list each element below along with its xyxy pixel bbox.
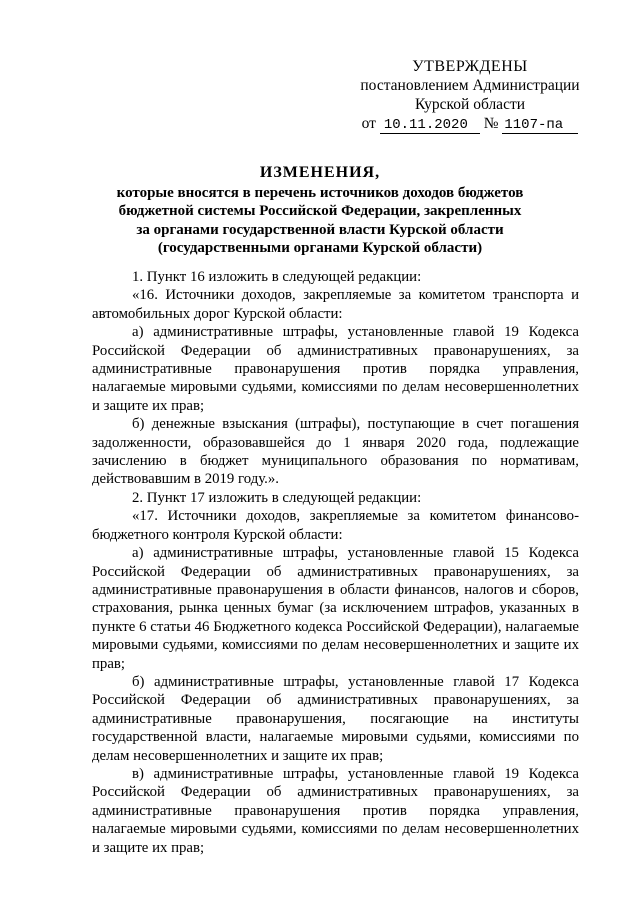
document-heading: [95, 164, 545, 258]
approval-stamp: [350, 57, 590, 134]
heading-line-4: (государственными органами Курской области): [157, 240, 483, 256]
approval-number-line: [350, 114, 590, 134]
approval-number: 1107-па: [502, 118, 578, 134]
paragraph: б) денежные взыскания (штрафы), поступающие в счет погашения задолженности, образовавшейся до 1 января 2020 года, подлежащие зачислению в бюджет муниципального образования по нормативам, действовавшим в 2019 году.».: [92, 416, 579, 488]
paragraph: б) административные штрафы, установленные главой 17 Кодекса Российской Федерации об административных правонарушениях, за административные правонарушения, посягающие на институты государственной власти, налагаемые мировыми судьями, комиссиями по делам несовершеннолетних и защите их прав;: [92, 673, 579, 764]
from-label: от: [361, 115, 376, 132]
heading-main: ИЗМЕНЕНИЯ,: [259, 164, 381, 181]
heading-line-1: которые вносятся в перечень источников доходов бюджетов: [116, 184, 524, 201]
approval-line-2: Курской области: [414, 96, 526, 113]
paragraph: в) административные штрафы, установленные главой 19 Кодекса Российской Федерации об административных правонарушениях, за административные правонарушения против порядка управления, налагаемые мировыми судьями, комиссиями по делам несовершеннолетних и защите их прав;: [92, 765, 579, 856]
paragraph: «16. Источники доходов, закрепляемые за комитетом транспорта и автомобильных дорог Курской области:: [92, 287, 579, 322]
approval-line-1: постановлением Администрации: [360, 77, 580, 94]
paragraph: «17. Источники доходов, закрепляемые за комитетом финансово-бюджетного контроля Курской области:: [92, 508, 579, 543]
paragraph: а) административные штрафы, установленные главой 19 Кодекса Российской Федерации об административных правонарушениях, за административные правонарушения против порядка управления, налагаемые мировыми судьями, комиссиями по делам несовершеннолетних и защите их прав;: [92, 324, 579, 414]
paragraph: 1. Пункт 16 изложить в следующей редакции:: [132, 269, 422, 285]
approval-title: УТВЕРЖДЕНЫ: [412, 58, 528, 75]
paragraph: а) административные штрафы, установленные главой 15 Кодекса Российской Федерации об административных правонарушениях, за административные правонарушения в области финансов, налогов и сборов, страхования, рынка ценных бумаг (за исключением штрафов, указанных в пункте 6 статьи 46 Бюджетного кодекса Российской Федерации), налагаемые мировыми судьями, комиссиями по делам несовершеннолетних и защите их прав;: [92, 545, 579, 672]
heading-line-2: бюджетной системы Российской Федерации, закрепленных: [118, 203, 522, 219]
approval-date: 10.11.2020: [380, 118, 480, 134]
paragraph: 2. Пункт 17 изложить в следующей редакции:: [132, 489, 422, 506]
document-body: [92, 268, 579, 857]
number-label: №: [483, 115, 499, 132]
heading-line-3: за органами государственной власти Курской области: [136, 221, 504, 238]
